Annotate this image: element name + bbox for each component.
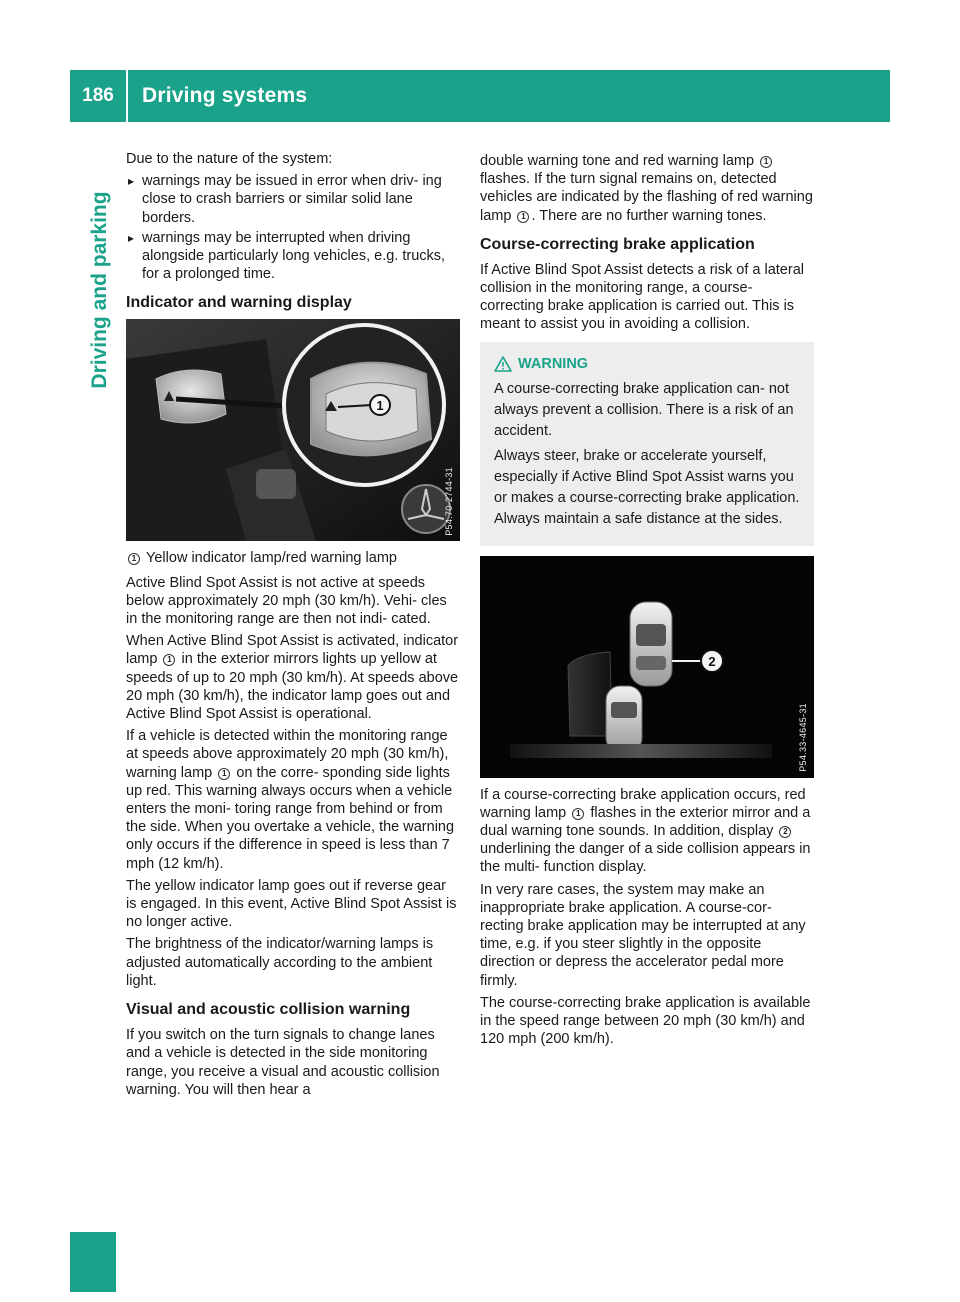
warning-header (494, 354, 804, 375)
heading-visual-warning: Visual and acoustic collision warning (126, 1001, 411, 1019)
paragraph: The course-correcting brake application is available in the speed range between 20 mph (30 km/h) and 120 mph (200 km/h). (480, 994, 811, 1048)
limitations-list (126, 172, 460, 283)
warning-title: WARNING (518, 355, 589, 372)
warning-text: A course-correcting brake application can- not always prevent a collision. There is a risk of an accident. (494, 380, 794, 439)
text: double warning tone and red warning lamp (480, 153, 755, 169)
text: When Active Blind Spot Assist is activated, indicator lamp (126, 633, 459, 668)
text: on the corre- sponding side lights up red. This warning always occurs when a vehicle enters the moni- toring range from behind or from the side. When you overtake a vehicle, the warning only occurs if the difference in speed is less than 7 mph (12 km/h). (126, 764, 455, 872)
marker-1-icon: 1 (760, 156, 772, 168)
text: . There are no further warning tones. (531, 207, 767, 224)
marker-1-icon: 1 (163, 654, 175, 666)
paragraph: In very rare cases, the system may make an inappropriate brake application. A course-cor- recting brake application may be interrupted at any time, e.g. if you steer slightly in the opposite direction or depress the accelerator pedal more firmly. (480, 881, 806, 989)
list-item: ▸ warnings may be issued in error when driv- ing close to crash barriers or similar solid lane borders. (126, 172, 460, 227)
legend-item-1 (126, 549, 460, 567)
paragraph (126, 727, 460, 873)
chapter-tab (84, 140, 116, 440)
paragraph (480, 152, 814, 225)
display-figure (480, 556, 814, 778)
mirror-indicator-figure (126, 319, 460, 541)
marker-1-icon: 1 (218, 768, 230, 780)
warning-triangle-icon (494, 356, 512, 372)
figure2-callout: 2 (708, 653, 716, 669)
intro-text: Due to the nature of the system: (126, 151, 333, 167)
text: If a course-correcting brake application occurs, red warning lamp (480, 786, 806, 821)
paragraph (480, 786, 814, 877)
paragraph: Active Blind Spot Assist is not active at speeds below approximately 20 mph (30 km/h). Vehi- cles in the monitoring range are then not indi- cated. (126, 574, 447, 628)
text: in the exterior mirrors lights up yellow at speeds of up to 20 mph (30 km/h). At speeds above 20 mph (30 km/h), the indicator lamp goes out and Active Blind Spot Assist is operational. (126, 651, 459, 723)
warning-box (480, 342, 814, 546)
text: flashes in the exterior mirror and a dual warning tone sounds. In addition, display (480, 804, 811, 840)
text: If a vehicle is detected within the monitoring range at speeds above approximately 20 mph (30 km/h), warning lamp (126, 728, 449, 781)
right-column (480, 152, 814, 1052)
legend-text: Yellow indicator lamp/red warning lamp (146, 550, 397, 567)
page-number: 186 (82, 85, 114, 106)
chapter-tab-label: Driving and parking (88, 191, 111, 389)
mirror-illustration (126, 319, 460, 541)
heading-indicator: Indicator and warning display (126, 294, 352, 312)
paragraph: The yellow indicator lamp goes out if reverse gear is engaged. In this event, Active Blind Spot Assist is no longer active. (126, 877, 457, 931)
chapter-marker (70, 1232, 116, 1292)
marker-1-icon: 1 (517, 211, 529, 223)
marker-1-icon: 1 (128, 553, 140, 565)
marker-1-icon: 1 (572, 808, 584, 820)
warning-text: Always steer, brake or accelerate yourself, especially if Active Blind Spot Assist warns you or makes a course-correcting brake application. Always maintain a safe distance at the sides. (494, 447, 800, 527)
figure1-code: P54.70-2744-31 (443, 466, 454, 536)
heading-course-correcting: Course-correcting brake application (480, 235, 755, 253)
marker-2-icon: 2 (779, 826, 791, 838)
figure1-callout: 1 (376, 398, 384, 414)
list-item: ▸ warnings may be interrupted when driving alongside particularly long vehicles, e.g. trucks, for a prolonged time. (126, 229, 460, 284)
multifunction-display-illustration (480, 556, 814, 778)
header-divider (126, 70, 128, 122)
paragraph (126, 632, 460, 723)
paragraph: The brightness of the indicator/warning lamps is adjusted automatically according to the ambient light. (126, 936, 434, 989)
section-title: Driving systems (142, 84, 308, 107)
paragraph: If you switch on the turn signals to change lanes and a vehicle is detected in the side monitoring range, you receive a visual and acoustic collision warning. You will then hear a (126, 1027, 440, 1098)
figure2-code: P54.33-4645-31 (797, 702, 808, 772)
paragraph: If Active Blind Spot Assist detects a risk of a lateral collision in the monitoring range, a course-correcting brake application is carried out. This is meant to assist you in avoiding a collision. (480, 261, 804, 333)
text: flashes. If the turn signal remains on, detected vehicles are indicated by the flashing of red warning lamp (480, 171, 813, 224)
text: underlining the danger of a side collision appears in the multi- function display. (480, 841, 811, 876)
left-column (126, 150, 460, 1103)
